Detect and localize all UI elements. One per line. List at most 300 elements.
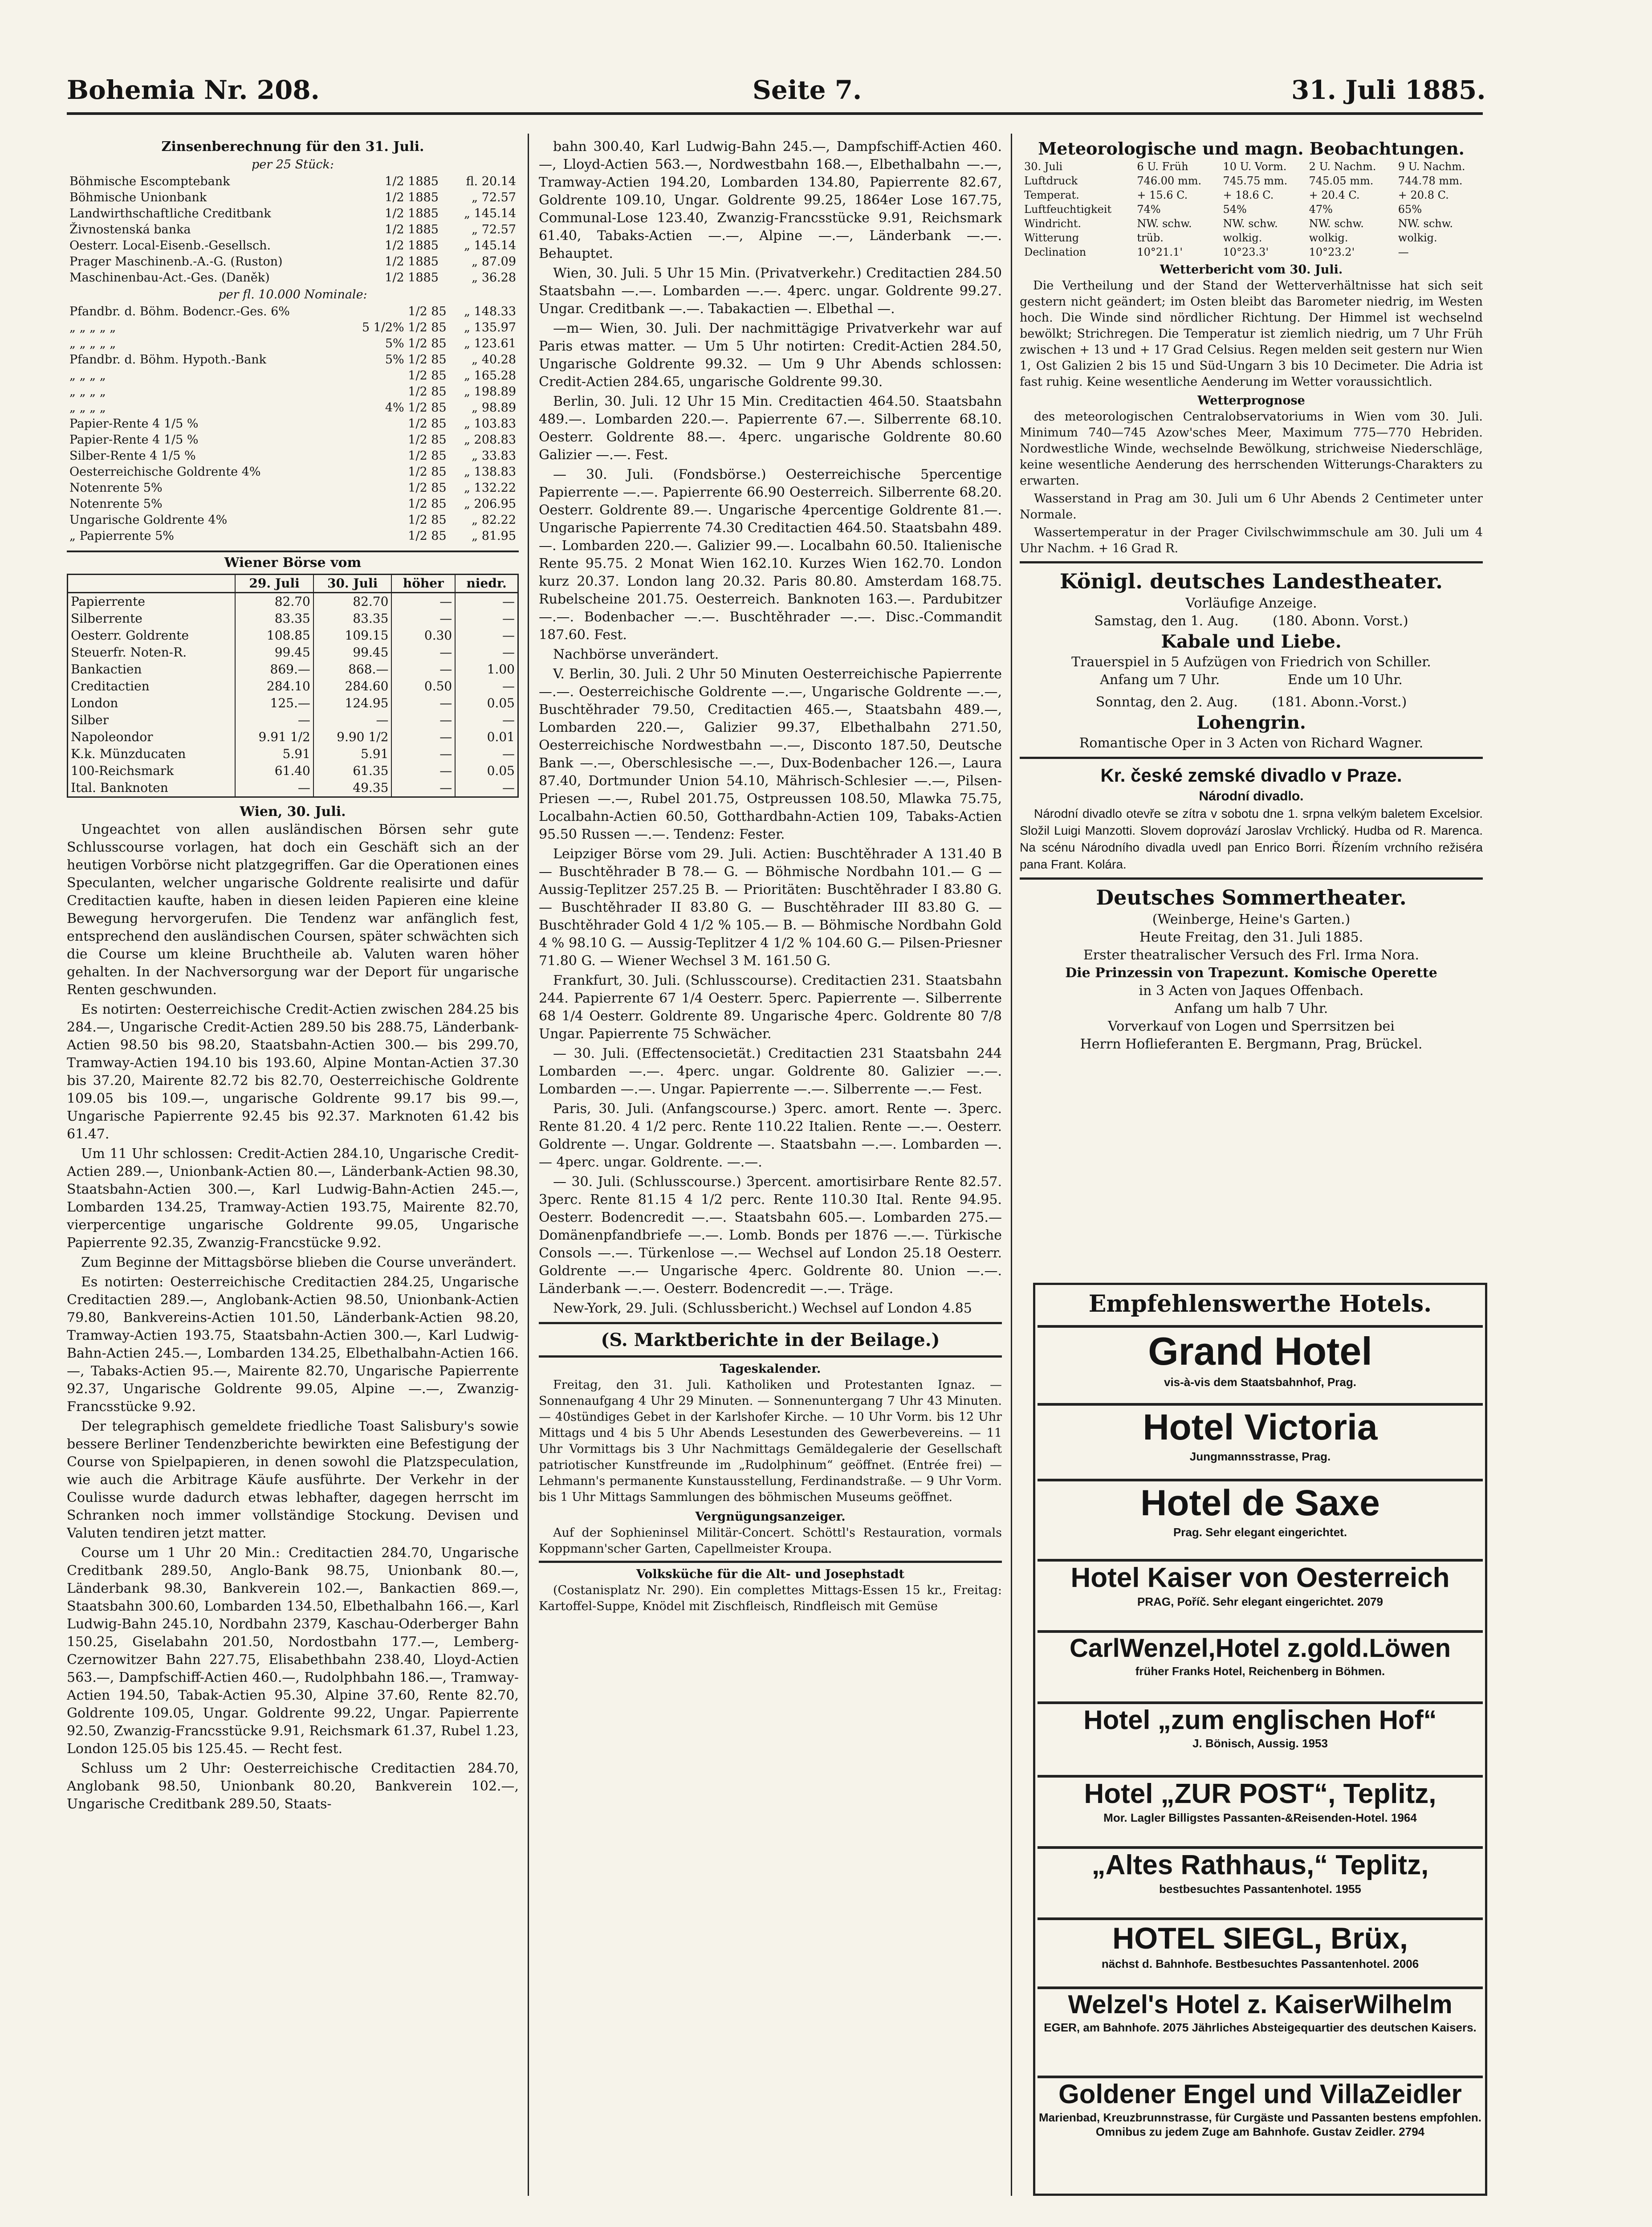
col1-article	[67, 821, 519, 1813]
boerse-cell: Bankactien	[68, 661, 236, 678]
nominal-row	[67, 416, 519, 432]
meteo-cell: + 15.6 C.	[1137, 189, 1188, 201]
boerse-cell: —	[455, 746, 518, 763]
nominal-cell: 1/2 85	[408, 465, 447, 479]
boerse-row	[68, 779, 518, 797]
article-paragraph: Es notirten: Oesterreichische Creditactien 284.25, Ungarische Creditactien 289.—, Anglobank-Actien 98.50, Unionbank-Actien 79.80, Bankvereins-Actien 101.50, Länderbank-Actien 98.20, Tramway-Actien 193.75, Staatsbahn-Actien 300.—, Karl Ludwig-Bahn-Actien 245.—, Lombarden 134.25, Elbethalbahn-Actien 166.—, Tabaks-Actien 95.—, Mairente 82.70, Ungarische Papierrente 92.37, Ungarische Goldrente 99.05, Alpine —.—, Zwanzig-Francsstücke 9.92.	[67, 1274, 519, 1415]
nominal-row	[67, 480, 519, 496]
meteo-cell: wolkig.	[1223, 232, 1262, 244]
nominal-cell: „ 81.95	[472, 529, 516, 543]
meteo-row	[1020, 188, 1483, 202]
interest-row	[67, 254, 519, 270]
theater3-line7: Herrn Hoflieferanten E. Bergmann, Prag, Brückel.	[1080, 1036, 1423, 1052]
meteo-cell: 746.00 mm.	[1137, 175, 1202, 187]
nominal-cell: Silber-Rente 4 1/5 %	[69, 449, 196, 463]
nominal-cell: Pfandbr. d. Böhm. Hypoth.-Bank	[69, 353, 266, 367]
boerse-cell: 1.00	[455, 661, 518, 678]
interest-cell: Böhmische Unionbank	[69, 191, 207, 204]
hotel-details: nächst d. Bahnhofe. Bestbesuchtes Passantenhotel. 2006	[1101, 1957, 1419, 1970]
boerse-cell: —	[391, 763, 455, 779]
nominal-cell: „ 103.83	[464, 417, 516, 431]
interest-row	[67, 270, 519, 286]
nominal-cell: 1/2 85	[408, 369, 447, 383]
hotel-details: EGER, am Bahnhofe. 2075 Jährliches Absteigequartier des deutschen Kaisers.	[1044, 2021, 1477, 2034]
boerse-cell: —	[455, 712, 518, 729]
article-paragraph: Nachbörse unverändert.	[553, 647, 719, 662]
calendar-title: Tageskalender.	[720, 1362, 821, 1376]
nominal-cell: „ 98.89	[472, 401, 516, 415]
paper-issue: Bohemia Nr. 208.	[67, 75, 320, 105]
forecast-title: Wetterprognose	[1197, 394, 1305, 408]
header-rule	[67, 112, 1483, 115]
meteo-cell: NW. schw.	[1223, 217, 1278, 230]
nominal-cell: Pfandbr. d. Böhm. Bodencr.-Ges. 6%	[69, 305, 290, 318]
hotel-ad	[1038, 1775, 1483, 1847]
boerse-cell: 82.70	[313, 593, 392, 611]
interest-cell: „ 87.09	[472, 255, 516, 269]
boerse-cell: 82.70	[235, 593, 313, 611]
hotel-name: CarlWenzel,Hotel z.gold.Löwen	[1069, 1634, 1451, 1663]
interest-cell: 1/2 1885	[385, 191, 439, 204]
nominal-cell: „ 198.89	[464, 385, 516, 399]
meteo-cell: Declination	[1024, 246, 1086, 258]
boerse-row	[68, 712, 518, 729]
nominal-cell: 5 1/2% 1/2 85	[362, 321, 447, 334]
hotel-name: Hotel „zum englischen Hof“	[1083, 1705, 1437, 1735]
interest-cell: 1/2 1885	[385, 255, 439, 269]
interest-cell: fl. 20.14	[466, 175, 516, 188]
issue-date: 31. Juli 1885.	[1291, 75, 1486, 105]
theater3-line4: in 3 Acten von Jaques Offenbach.	[1139, 983, 1364, 999]
boerse-cell: 0.01	[455, 729, 518, 746]
boerse-cell: 108.85	[235, 627, 313, 644]
boerse-cell: 100-Reichsmark	[68, 763, 236, 779]
hotel-ad	[1038, 1917, 1483, 1987]
boerse-row	[68, 746, 518, 763]
hotel-ad	[1038, 1701, 1483, 1775]
hotel-name: Grand Hotel	[1148, 1329, 1372, 1373]
nominal-row	[67, 448, 519, 464]
article-paragraph: Leipziger Börse vom 29. Juli. Actien: Buschtěhrader A 131.40 B — Buschtěhrader B 78.— G. — Böhmische Nordbahn 101.— G — Aussig-Teplitzer 257.25 B. — Prioritäten: Buschtěhrader I 83.80 G. — Buschtěhrader II 83.80 G. — Buschtěhrader III 83.80 G. — Buschtěhrader Gold 4 1/2 % 105.— B. — Böhmische Nordbahn Gold 4 % 98.10 G. — Aussig-Teplitzer 4 1/2 % 104.60 G.— Pilsen-Priesner 71.80 G. — Wiener Wechsel 3 M. 161.50 G.	[539, 846, 1002, 969]
boerse-cell: Creditactien	[68, 678, 236, 695]
theater3-line3: Die Prinzessin von Trapezunt. Komische Operette	[1065, 965, 1437, 981]
boerse-row	[68, 678, 518, 695]
boerse-cell: —	[391, 779, 455, 797]
interest-subtitle: per 25 Stück:	[251, 158, 334, 171]
boerse-title: Wiener Börse vom	[67, 551, 519, 572]
boerse-cell: —	[235, 779, 313, 797]
theater1-line5: Romantische Oper in 3 Acten von Richard Wagner.	[1079, 735, 1424, 751]
hotel-name: Hotel de Saxe	[1140, 1483, 1380, 1523]
article-paragraph: Es notirten: Oesterreichische Credit-Actien zwischen 284.25 bis 284.—, Ungarische Credit-Actien 289.50 bis 288.75, Länderbank-Actien 98.50 bis 98.20, Staatsbahn-Actien 300.— bis 299.70, Tramway-Actien 194.10 bis 193.60, Alpine Montan-Actien 37.30 bis 37.20, Mairente 82.72 bis 82.70, Oesterreichische Goldrente 109.05 bis 109.—, ungarische Goldrente 99.17 bis 99.—, Ungarische Papierrente 92.45 bis 92.37. Marknoten 61.42 bis 61.47.	[67, 1002, 519, 1142]
article-paragraph: — 30. Juli. (Fondsbörse.) Oesterreichische 5percentige Papierrente —.—. Papierrente 66.90 Oesterreich. Silberrente 68.20. Oesterr. Goldrente 89.—. Ungarische 4percentige Goldrente 81.—. Ungarische Papierrente 74.30 Creditactien 464.50. Staatsbahn 489.—. Lombarden 220.—. Galizier 99.—. Localbahn 60.50. Italienische Rente 95.75. 2 Monat Wien 162.10. Kurzes Wien 162.70. London kurz 20.37. London lang 20.32. Paris 80.80. Amsterdam 168.75. Rubelscheine 201.75. Oesterreich. Banknoten 163.—. Pardubitzer —.—. Bodenbacher —.—. Buschtěhrader —.—. Disc.-Commandit 187.60. Fest.	[539, 467, 1002, 643]
theater2-title: Kr. české zemské divadlo v Praze.	[1100, 765, 1402, 786]
nominal-row	[67, 304, 519, 320]
meteo-cell: 10°23.3'	[1223, 246, 1269, 258]
hotel-name: „Altes Rathhaus,“ Teplitz,	[1091, 1850, 1429, 1880]
boerse-cell: K.k. Münzducaten	[68, 746, 236, 763]
boerse-cell: 0.05	[455, 695, 518, 712]
nominal-cell: 1/2 85	[408, 481, 447, 495]
nominal-cell: „ „ „ „ „	[69, 337, 116, 351]
nominal-row	[67, 368, 519, 384]
boerse-cell: 49.35	[313, 779, 392, 797]
boerse-cell: —	[455, 644, 518, 661]
events-title: Vergnügungsanzeiger.	[695, 1510, 846, 1524]
boerse-cell: Papierrente	[68, 593, 236, 611]
boerse-table	[67, 574, 519, 798]
nominal-cell: 1/2 85	[408, 433, 447, 447]
nominal-cell: „ 33.83	[472, 449, 516, 463]
nominal-cell: „ „ „ „ „	[69, 321, 116, 334]
interest-table	[67, 174, 519, 286]
article-paragraph: Frankfurt, 30. Juli. (Schlusscourse). Creditactien 231. Staatsbahn 244. Papierrente 67 1/4 Oesterr. 5perc. Papierrente —. Silberrente 68 1/4 Oesterr. Goldrente 89. Ungarische 4perc. Goldrente 80 7/8 Ungar. Papierrente 75 Schwächer.	[539, 973, 1002, 1042]
hotel-details: bestbesuchtes Passantenhotel. 1955	[1159, 1882, 1361, 1896]
theater1-line4: Sonntag, den 2. Aug. (181. Abonn.-Vorst.)	[1095, 694, 1407, 710]
nominal-cell: 1/2 85	[408, 385, 447, 399]
nominal-row	[67, 528, 519, 544]
meteo-cell: 10°23.2'	[1309, 246, 1355, 258]
nominal-table	[67, 304, 519, 544]
boerse-row	[68, 763, 518, 779]
boerse-cell: Silber	[68, 712, 236, 729]
boerse-cell: Ital. Banknoten	[68, 779, 236, 797]
page-number: Seite 7.	[753, 75, 862, 105]
boerse-cell: 0.30	[391, 627, 455, 644]
meteo-cell: 6 U. Früh	[1137, 160, 1188, 173]
soup-kitchen-text: (Costanisplatz Nr. 290). Ein complettes Mittags-Essen 15 kr., Freitag: Kartoffel-Suppe, Knödel mit Zischfleisch, Rindfleisch mit Gemüse	[539, 1583, 1002, 1613]
market-note: (S. Marktberichte in der Beilage.)	[601, 1330, 940, 1350]
meteo-cell: 10 U. Vorm.	[1223, 160, 1287, 173]
meteo-cell: 30. Juli	[1024, 160, 1063, 173]
column-finance-middle	[539, 138, 1002, 2196]
nominal-row	[67, 384, 519, 400]
nominal-row	[67, 320, 519, 336]
divider	[539, 1561, 1002, 1563]
boerse-cell: —	[391, 695, 455, 712]
meteo-row	[1020, 245, 1483, 259]
nominal-row	[67, 464, 519, 480]
boerse-cell: 109.15	[313, 627, 392, 644]
nominal-cell: 1/2 85	[408, 305, 447, 318]
nominal-cell: 1/2 85	[408, 529, 447, 543]
boerse-cell: 868.—	[313, 661, 392, 678]
hotel-details: Marienbad, Kreuzbrunnstrasse, für Curgäste und Passanten bestens empfohlen. Omnibus zu jedem Zuge am Bahnhofe. Gustav Zeidler. 2794	[1039, 2111, 1481, 2138]
nominal-cell: 4% 1/2 85	[385, 401, 447, 415]
interest-cell: „ 72.57	[472, 191, 516, 204]
nominal-cell: „ 208.83	[464, 433, 516, 447]
interest-cell: „ 36.28	[472, 271, 516, 285]
calendar-text: Freitag, den 31. Juli. Katholiken und Protestanten Ignaz. — Sonnenaufgang 4 Uhr 29 Minuten. — Sonnenuntergang 7 Uhr 43 Minuten. — 40stündiges Gebet in der Karlshofer Kirche. — 10 Uhr Vorm. bis 12 Uhr Mittags und 4 bis 5 Uhr Abends Lesestunden des Gewerbevereins. — 11 Uhr Vormittags bis 3 Uhr Nachmittags Gemäldegalerie der Gesellschaft patriotischer Kunstfreunde im „Rudolphinum“ geöffnet. (Entrée frei) — Lehmann's permanente Kunstausstellung, Ferdinandstraße. — 9 Uhr Vorm. bis 1 Uhr Mittags Sammlungen des böhmischen Museums geöffnet.	[539, 1378, 1002, 1504]
nominal-row	[67, 496, 519, 512]
hotel-details: vis-à-vis dem Staatsbahnhof, Prag.	[1164, 1375, 1356, 1389]
divider	[1020, 877, 1483, 880]
meteo-row	[1020, 216, 1483, 231]
interest-row	[67, 222, 519, 238]
theater2-sub: Národní divadlo.	[1199, 789, 1304, 804]
meteo-cell: 74%	[1137, 203, 1161, 216]
water-temperature-text: Wassertemperatur in der Prager Civilschwimmschule am 30. Juli um 4 Uhr Nachm. + 16 Grad R.	[1020, 526, 1483, 555]
article-paragraph: — 30. Juli. (Effectensocietät.) Creditactien 231 Staatsbahn 244 Lombarden —.—. 4perc. ungar. Goldrente 80. Galizier —.—. Lombarden —.—. Ungar. Papierrente —.—. Silberrente —.— Fest.	[539, 1046, 1002, 1097]
boerse-cell: —	[391, 729, 455, 746]
meteo-cell: 745.05 mm.	[1309, 175, 1374, 187]
article-paragraph: Berlin, 30. Juli. 12 Uhr 15 Min. Creditactien 464.50. Staatsbahn 489.—. Lombarden 220.—. Papierrente 67.—. Silberrente 68.10. Oesterr. Goldrente 88.—. 4perc. ungarische Goldrente 80.60 Galizier —.—. Fest.	[539, 394, 1002, 463]
water-level-text: Wasserstand in Prag am 30. Juli um 6 Uhr Abends 2 Centimeter unter Normale.	[1020, 492, 1483, 522]
nominal-cell: „ 40.28	[472, 353, 516, 367]
interest-row	[67, 206, 519, 222]
divider	[539, 1355, 1002, 1358]
boerse-cell: —	[391, 712, 455, 729]
hotel-ad	[1038, 1325, 1483, 1403]
weather-report-text: Die Vertheilung und der Stand der Wetterverhältnisse hat sich seit gestern nicht geändert; im Osten bleibt das Barometer niedrig, im Westen hoch. Die Winde sind nördlicher Richtung. Der Himmel ist wechselnd bewölkt; Strichregen. Die Temperatur ist ziemlich niedrig, um 7 Uhr Früh zwischen + 13 und + 17 Grad Celsius. Regen melden seit gestern nur Wien 1, Ost Galizien 2 bis 15 und Süd-Ungarn 3 bis 10 Decimeter. Die Adria ist fast ruhig. Keine wesentliche Aenderung im Wetter voraussichtlich.	[1020, 279, 1483, 389]
boerse-cell: 30. Juli	[313, 575, 392, 593]
column-divider	[528, 134, 529, 2196]
nominal-cell: 5% 1/2 85	[385, 353, 447, 367]
hotel-name: Goldener Engel und VillaZeidler	[1058, 2079, 1462, 2109]
boerse-cell: 869.—	[235, 661, 313, 678]
boerse-cell: —	[391, 661, 455, 678]
forecast-text: des meteorologischen Centralobservatoriums in Wien vom 30. Juli. Minimum 740—745 Azow'sches Meer, Maximum 775—770 Hebriden. Nordwestliche Winde, wechselnde Bewölkung, strichweise Niederschläge, keine wesentliche Aenderung des herrschenden Witterungs-Charakters zu erwarten.	[1020, 410, 1483, 488]
meteo-cell: + 18.6 C.	[1223, 189, 1274, 201]
nominal-cell: „ 135.97	[464, 321, 516, 334]
meteo-cell: 745.75 mm.	[1223, 175, 1288, 187]
hotels-title: Empfehlenswerthe Hotels.	[1088, 1290, 1432, 1317]
nominal-cell: „ 123.61	[464, 337, 516, 351]
article-paragraph: New-York, 29. Juli. (Schlussbericht.) Wechsel auf London 4.85	[553, 1301, 972, 1316]
meteo-cell: 47%	[1309, 203, 1333, 216]
interest-cell: 1/2 1885	[385, 239, 439, 253]
boerse-cell: 284.10	[235, 678, 313, 695]
article-paragraph: —m— Wien, 30. Juli. Der nachmittägige Privatverkehr war auf Paris etwas matter. — Um 5 Uhr notirten: Credit-Actien 284.50, Ungarische Goldrente 99.32. — Um 9 Uhr Abends schlossen: Credit-Actien 284.65, ungarische Goldrente 99.30.	[539, 321, 1002, 390]
boerse-cell: 99.45	[313, 644, 392, 661]
interest-cell: „ 72.57	[472, 223, 516, 237]
hotel-details: PRAG, Poříč. Sehr elegant eingerichtet. 2079	[1137, 1595, 1383, 1608]
meteo-cell: wolkig.	[1309, 232, 1348, 244]
nominal-row	[67, 336, 519, 352]
boerse-cell: 83.35	[313, 610, 392, 627]
divider	[1020, 757, 1483, 759]
meteo-cell: 65%	[1398, 203, 1422, 216]
hotel-ad	[1038, 1559, 1483, 1631]
boerse-cell: —	[455, 779, 518, 797]
boerse-cell: —	[235, 712, 313, 729]
wien-heading: Wien, 30. Juli.	[240, 804, 346, 820]
meteo-cell: 2 U. Nachm.	[1309, 160, 1376, 173]
interest-cell: 1/2 1885	[385, 223, 439, 237]
theater3-line2: Erster theatralischer Versuch des Frl. Irma Nora.	[1083, 947, 1420, 963]
interest-cell: „ 145.14	[464, 207, 516, 220]
meteo-cell: NW. schw.	[1398, 217, 1453, 230]
meteo-cell: + 20.8 C.	[1398, 189, 1449, 201]
nominal-cell: 1/2 85	[408, 449, 447, 463]
boerse-cell: 5.91	[313, 746, 392, 763]
hotel-name: HOTEL SIEGL, Brüx,	[1112, 1921, 1408, 1955]
boerse-cell: —	[391, 593, 455, 611]
meteo-cell: 9 U. Nachm.	[1398, 160, 1465, 173]
theater1-title: Königl. deutsches Landestheater.	[1059, 569, 1443, 593]
theater3-sub: (Weinberge, Heine's Garten.)	[1152, 912, 1351, 927]
boerse-cell: 61.40	[235, 763, 313, 779]
article-paragraph: — 30. Juli. (Schlusscourse.) 3percent. amortisirbare Rente 82.57. 3perc. Rente 81.15 4 1/2 perc. Rente 110.30 Ital. Rente 94.95. Oesterr. Bodencredit —.—. Staatsbahn 605.—. Lombarden 275.— Domänenpfandbriefe —.—. Lomb. Bonds per 1876 —.—. Türkische Consols —.—. Türkenlose —.— Wechsel auf London 25.18 Oesterr. Goldrente —.— Ungarische 4perc. Goldrente 80. Union —.—. Länderbank —.—. Oesterr. Bodencredit —.—. Träge.	[539, 1174, 1002, 1297]
nominal-cell: Oesterreichische Goldrente 4%	[69, 465, 261, 479]
hotel-details: Jungmannsstrasse, Prag.	[1189, 1450, 1331, 1463]
hotel-name: Welzel's Hotel z. KaiserWilhelm	[1068, 1990, 1453, 2019]
nominal-cell: 1/2 85	[408, 497, 447, 511]
boerse-cell: 9.90 1/2	[313, 729, 392, 746]
meteo-cell: 54%	[1223, 203, 1247, 216]
boerse-cell: 125.—	[235, 695, 313, 712]
nominal-cell: 5% 1/2 85	[385, 337, 447, 351]
column-divider	[1011, 134, 1012, 2196]
nominal-cell: Notenrente 5%	[69, 481, 163, 495]
boerse-cell: 83.35	[235, 610, 313, 627]
interest-cell: Maschinenbau-Act.-Ges. (Daněk)	[69, 271, 270, 285]
boerse-cell: —	[391, 644, 455, 661]
hotel-details: J. Bönisch, Aussig. 1953	[1192, 1737, 1328, 1750]
meteo-title: Meteorologische und magn. Beobachtungen.	[1038, 139, 1465, 159]
boerse-cell: 61.35	[313, 763, 392, 779]
boerse-cell: 29. Juli	[235, 575, 313, 593]
meteo-cell: Witterung	[1024, 232, 1079, 244]
boerse-cell: 124.95	[313, 695, 392, 712]
boerse-cell: Napoleondor	[68, 729, 236, 746]
boerse-cell: 284.60	[313, 678, 392, 695]
interest-cell: Böhmische Escomptebank	[69, 175, 230, 188]
meteo-cell: + 20.4 C.	[1309, 189, 1360, 201]
boerse-row	[68, 695, 518, 712]
boerse-cell: Oesterr. Goldrente	[68, 627, 236, 644]
nominal-cell: „ 206.95	[464, 497, 516, 511]
meteo-cell: —	[1398, 246, 1409, 258]
boerse-cell: —	[455, 610, 518, 627]
meteo-cell: wolkig.	[1398, 232, 1437, 244]
meteo-cell: 10°21.1'	[1137, 246, 1183, 258]
boerse-cell: 99.45	[235, 644, 313, 661]
interest-cell: Oesterr. Local-Eisenb.-Gesellsch.	[69, 239, 271, 253]
article-paragraph: Paris, 30. Juli. (Anfangscourse.) 3perc. amort. Rente —. 3perc. Rente 81.20. 4 1/2 perc. Rente 110.22 Italien. Rente —.—. Oesterr. Goldrente —. Ungar. Goldrente —. Staatsbahn —.—. Lombarden —.— 4perc. ungar. Goldrente. —.—.	[539, 1101, 1002, 1170]
article-paragraph: Um 11 Uhr schlossen: Credit-Actien 284.10, Ungarische Credit-Actien 289.—, Unionbank-Actien 80.—, Länderbank-Actien 98.30, Staatsbahn-Actien 300.—, Karl Ludwig-Bahn-Actien 245.—, Lombarden 134.25, Tramway-Actien 193.75, Mairente 82.70, vierpercentige ungarische Goldrente 99.05, Ungarische Papierrente 92.35, Zwanzig-Francstücke 9.92.	[67, 1146, 519, 1251]
nominal-cell: „ 82.22	[472, 513, 516, 527]
nominal-row	[67, 400, 519, 416]
nominal-cell: „ 165.28	[464, 369, 516, 383]
meteo-table	[1020, 159, 1483, 259]
nominal-cell: „ „ „ „	[69, 369, 106, 383]
hotel-ad	[1038, 1403, 1483, 1479]
boerse-row	[68, 644, 518, 661]
nominal-cell: Papier-Rente 4 1/5 %	[69, 417, 199, 431]
meteo-cell: NW. schw.	[1137, 217, 1192, 230]
theater3-line6: Vorverkauf von Logen und Sperrsitzen bei	[1108, 1019, 1395, 1034]
article-paragraph: bahn 300.40, Karl Ludwig-Bahn 245.—, Dampfschiff-Actien 460.—, Lloyd-Actien 563.—, Nordwestbahn 168.—, Elbethalbahn —.—, Tramway-Actien 194.20, Lombarden 134.80, Papierrente 82.67, Goldrente 109.10, Ungar. Goldrente 99.25, 1864er Lose 167.75, Communal-Lose 123.40, Zwanzig-Francsstücke 9.91, Reichsmark 61.40, Tabaks-Actien —.—, Alpine —.—, Länderbank —.—. Behauptet.	[539, 139, 1002, 261]
article-paragraph: Wien, 30. Juli. 5 Uhr 15 Min. (Privatverkehr.) Creditactien 284.50 Staatsbahn —.—. Lombarden —.—. 4perc. ungar. Goldrente 99.27. Ungar. Creditbank —.—. Tabakactien —. Elbethal —.	[539, 265, 1002, 317]
theater1-play2: Lohengrin.	[1196, 712, 1306, 733]
hotel-ad	[1038, 2076, 1483, 2190]
interest-row	[67, 190, 519, 206]
events-text: Auf der Sophieninsel Militär-Concert. Schöttl's Restauration, vormals Koppmann'scher Garten, Capellmeister Kroupa.	[539, 1526, 1002, 1556]
interest-title: Zinsenberechnung für den 31. Juli.	[161, 139, 424, 155]
theater1-sub: Vorläufige Anzeige.	[1185, 595, 1317, 611]
meteo-row	[1020, 159, 1483, 174]
theater3-line5: Anfang um halb 7 Uhr.	[1174, 1001, 1328, 1016]
boerse-cell: —	[455, 593, 518, 611]
hotel-details: Prag. Sehr elegant eingerichtet.	[1173, 1525, 1347, 1539]
boerse-row	[68, 627, 518, 644]
divider	[539, 1322, 1002, 1324]
boerse-cell: London	[68, 695, 236, 712]
interest-cell: Prager Maschinenb.-A.-G. (Ruston)	[69, 255, 283, 269]
meteo-cell: Luftdruck	[1024, 175, 1078, 187]
boerse-cell: —	[455, 678, 518, 695]
meteo-cell: Luftfeuchtigkeit	[1024, 203, 1112, 216]
theater1-play1: Kabale und Liebe.	[1161, 631, 1342, 652]
meteo-cell: NW. schw.	[1309, 217, 1364, 230]
nominal-cell: „ „ „ „	[69, 401, 106, 415]
nominal-cell: Ungarische Goldrente 4%	[69, 513, 228, 527]
boerse-cell: 9.91 1/2	[235, 729, 313, 746]
hotel-ad	[1038, 1846, 1483, 1918]
hotel-name: Hotel „ZUR POST“, Teplitz,	[1084, 1778, 1436, 1809]
nominal-row	[67, 352, 519, 368]
meteo-cell: 744.78 mm.	[1398, 175, 1463, 187]
nominal-cell: „ 148.33	[464, 305, 516, 318]
interest-cell: „ 145.14	[464, 239, 516, 253]
theater3-line1: Heute Freitag, den 31. Juli 1885.	[1139, 930, 1363, 945]
nominal-cell: Notenrente 5%	[69, 497, 163, 511]
soup-kitchen-title: Volksküche für die Alt- und Josephstadt	[636, 1567, 905, 1581]
hotel-ad	[1038, 1479, 1483, 1559]
theater2-text: Národní divadlo otevře se zítra v sobotu dne 1. srpna velkým baletem Excelsior. Složil Luigi Manzotti. Slovem doprovází Jaroslav Vrchlický. Hudba od R. Marenca. Na scénu Národního divadla uvedl pan Enrico Borri. Řízením vrchního režiséra pana Frant. Kolára.	[1020, 807, 1483, 871]
nominal-cell: 1/2 85	[408, 513, 447, 527]
article-paragraph: Schluss um 2 Uhr: Oesterreichische Creditactien 284.70, Anglobank 98.50, Unionbank 80.20, Bankverein 102.—, Ungarische Creditbank 289.50, Staats-	[67, 1761, 519, 1812]
nominal-subtitle: per fl. 10.000 Nominale:	[218, 288, 367, 302]
boerse-cell: 0.05	[455, 763, 518, 779]
boerse-cell: niedr.	[455, 575, 518, 593]
boerse-cell: —	[391, 746, 455, 763]
nominal-cell: „ 132.22	[464, 481, 516, 495]
meteo-row	[1020, 231, 1483, 245]
theater1-line2: Trauerspiel in 5 Aufzügen von Friedrich von Schiller.	[1071, 654, 1431, 670]
boerse-row	[68, 610, 518, 627]
meteo-cell: Temperat.	[1024, 189, 1079, 201]
boerse-cell: Steuerfr. Noten-R.	[68, 644, 236, 661]
meteo-cell: trüb.	[1137, 232, 1164, 244]
interest-cell: 1/2 1885	[385, 207, 439, 220]
meteo-row	[1020, 202, 1483, 216]
boerse-cell	[68, 575, 236, 593]
boerse-cell: Silberrente	[68, 610, 236, 627]
hotel-ad	[1038, 1630, 1483, 1702]
theater1-line3: Anfang um 7 Uhr. Ende um 10 Uhr.	[1100, 672, 1403, 688]
theater3-title: Deutsches Sommertheater.	[1096, 885, 1407, 910]
article-paragraph: Ungeachtet von allen ausländischen Börsen sehr gute Schlusscourse vorlagen, hat doch ein Geschäft sich an der heutigen Vorbörse nicht platzgegriffen. Gar die Operationen eines Speculanten, welcher ungarische Goldrente realisirte und dafür Creditactien kaufte, haben in diesen leiden Papieren eine kleine Bewegung hervorgerufen. Die Tendenz war anfänglich fest, entsprechend den ausländischen Coursen, später schwächten sich die Course um kleine Bruchtheile ab. Valuten waren höher gehalten. In der Nachversorgung war der Deport für ungarische Renten geschwunden.	[67, 822, 519, 998]
nominal-cell: „ „ „ „	[69, 385, 106, 399]
article-paragraph: Der telegraphisch gemeldete friedliche Toast Salisbury's sowie bessere Berliner Tendenzberichte bewirkten eine Befestigung der Course von Spielpapieren, in denen sowohl die Platzspeculation, wie auch die Arbitrage Käufe ausführte. Der Verkehr in der Coulisse wurde dadurch etwas lebhafter, dagegen herrscht im Schranken noch immer vollständige Stockung. Devisen und Valuten tendiren jetzt matter.	[67, 1419, 519, 1541]
boerse-row	[68, 661, 518, 678]
boerse-cell: 0.50	[391, 678, 455, 695]
nominal-cell: „ Papierrente 5%	[69, 529, 174, 543]
nominal-cell: „ 138.83	[464, 465, 516, 479]
hotel-details: Mor. Lagler Billigstes Passanten-&Reisenden-Hotel. 1964	[1103, 1811, 1417, 1824]
theater1-line1: Samstag, den 1. Aug. (180. Abonn. Vorst.)	[1094, 613, 1408, 629]
column-finance-left	[67, 138, 519, 2196]
boerse-cell: —	[455, 627, 518, 644]
interest-cell: 1/2 1885	[385, 175, 439, 188]
interest-row	[67, 174, 519, 190]
weather-report-title: Wetterbericht vom 30. Juli.	[1160, 263, 1343, 277]
col2-article	[539, 138, 1002, 1317]
article-paragraph: Course um 1 Uhr 20 Min.: Creditactien 284.70, Ungarische Creditbank 289.50, Anglo-Bank 98.75, Unionbank 80.—, Länderbank 98.30, Bankverein 102.—, Bankactien 869.—, Staatsbahn 300.60, Lombarden 134.50, Elbethalbahn 166.—, Karl Ludwig-Bahn 245.10, Nordbahn 2379, Kaschau-Oderberger Bahn 150.25, Giselabahn 201.50, Nordostbahn 177.—, Lemberg-Czernowitzer Bahn 227.75, Elisabethbahn 238.40, Lloyd-Actien 563.—, Dampfschiff-Actien 460.—, Rudolphbahn 186.—, Tramway-Actien 194.50, Tabak-Actien 95.30, Alpine 37.60, Rente 82.70, Goldrente 109.05, Ungar. Goldrente 99.22, Ungar. Papierrente 92.50, Zwanzig-Francsstücke 9.91, Reichsmark 61.37, Rubel 1.23, London 125.05 bis 125.45. — Recht fest.	[67, 1545, 519, 1757]
hotel-name: Hotel Victoria	[1143, 1407, 1378, 1448]
